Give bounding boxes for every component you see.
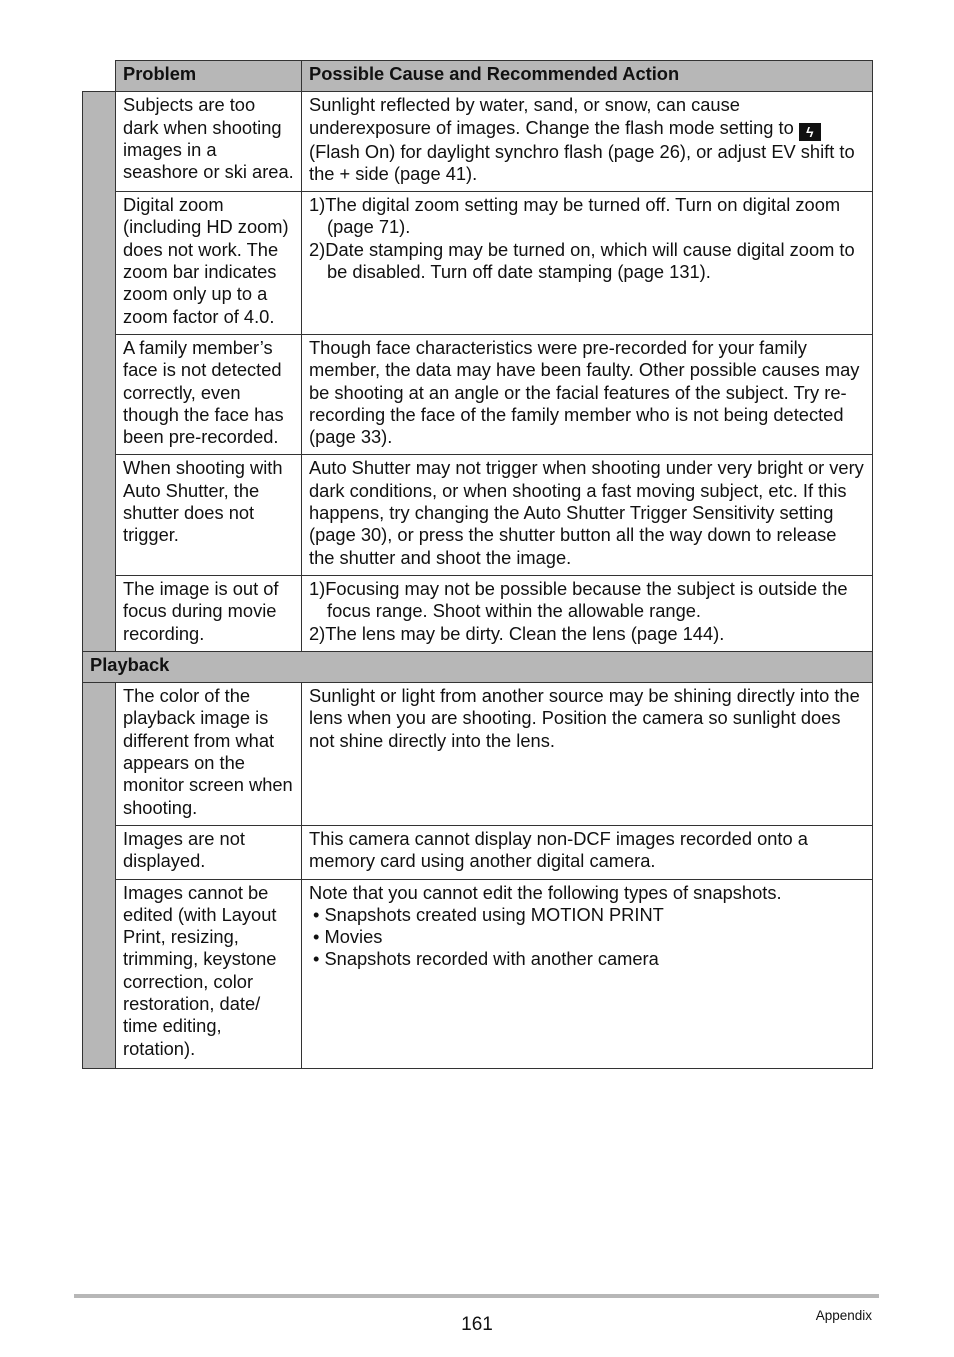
action-cell: This camera cannot display non-DCF images recorded onto a memory card using another digital camera. bbox=[302, 825, 873, 879]
action-text: Note that you cannot edit the following types of snapshots. bbox=[309, 881, 782, 903]
problem-cell: Digital zoom (including HD zoom) does not work. The zoom bar indicates zoom only up to a zoom factor of 4.0. bbox=[116, 192, 302, 335]
table-row bbox=[83, 334, 873, 454]
bullet-item: • Movies bbox=[313, 926, 383, 948]
header-blank-cell bbox=[83, 61, 116, 92]
action-cell: Auto Shutter may not trigger when shooting under very bright or very dark conditions, or when shooting a fast moving subject, etc. If this happens, try changing the Auto Shutter Trigger Sensitivity setting (page 30), or press the shutter button all the way down to release the shutter and shoot the image. bbox=[302, 455, 873, 575]
table-row bbox=[83, 92, 873, 192]
problem-cell: The image is out of focus during movie recording. bbox=[116, 575, 302, 651]
section-row-playback bbox=[83, 651, 873, 682]
action-cell bbox=[302, 192, 873, 335]
action-text: (Flash On) for daylight synchro flash (page 26), or adjust EV shift to the + side (page 41). bbox=[309, 140, 855, 184]
action-cell bbox=[302, 575, 873, 651]
bullet-text: Movies bbox=[324, 926, 383, 948]
table-header-row bbox=[83, 61, 873, 92]
flash-on-icon: ϟ bbox=[799, 123, 821, 141]
bullet-item: • Snapshots recorded with another camera bbox=[313, 948, 659, 970]
footer-divider bbox=[74, 1294, 879, 1298]
category-side-bar bbox=[83, 683, 116, 1069]
table-row bbox=[83, 879, 873, 1068]
action-item: 1)Focusing may not be possible because the subject is outside the focus range. Shoot within the allowable range. bbox=[309, 577, 848, 622]
table-row bbox=[83, 575, 873, 651]
problem-cell: Images cannot be edited (with Layout Print, resizing, trimming, keystone correction, color restoration, date/ time editing, rotation). bbox=[116, 879, 302, 1068]
category-side-bar bbox=[83, 92, 116, 652]
section-title-playback: Playback bbox=[83, 651, 873, 682]
action-item: 1)The digital zoom setting may be turned off. Turn on digital zoom (page 71). bbox=[309, 194, 841, 238]
action-cell bbox=[302, 92, 873, 192]
table-row bbox=[83, 683, 873, 826]
action-text: Sunlight reflected by water, sand, or snow, can cause underexposure of images. Change the flash mode setting to bbox=[309, 94, 799, 138]
table-row bbox=[83, 455, 873, 575]
table-row bbox=[83, 825, 873, 879]
action-item: 2)The lens may be dirty. Clean the lens (page 144). bbox=[309, 622, 725, 644]
problem-cell: Subjects are too dark when shooting images in a seashore or ski area. bbox=[116, 92, 302, 192]
problem-cell: Images are not displayed. bbox=[116, 825, 302, 879]
problem-cell: When shooting with Auto Shutter, the shutter does not trigger. bbox=[116, 455, 302, 575]
table-row bbox=[83, 192, 873, 335]
troubleshooting-table bbox=[82, 60, 873, 1069]
problem-cell: A family member’s face is not detected correctly, even though the face has been pre-recorded. bbox=[116, 334, 302, 454]
header-action: Possible Cause and Recommended Action bbox=[302, 61, 873, 92]
footer-section-label: Appendix bbox=[815, 1308, 872, 1323]
bullet-item: • Snapshots created using MOTION PRINT bbox=[313, 903, 664, 925]
action-cell bbox=[302, 879, 873, 1068]
page-number: 161 bbox=[461, 1314, 493, 1335]
bullet-text: Snapshots recorded with another camera bbox=[324, 948, 659, 970]
action-cell: Sunlight or light from another source may be shining directly into the lens when you are shooting. Position the camera so sunlight does not shine directly into the lens. bbox=[302, 683, 873, 826]
problem-cell: The color of the playback image is different from what appears on the monitor screen when shooting. bbox=[116, 683, 302, 826]
header-problem: Problem bbox=[116, 61, 302, 92]
action-cell: Though face characteristics were pre-recorded for your family member, the data may have been faulty. Other possible causes may be shooting at an angle or the facial features of the subject. Try re-recording the face of the family member who is not being detected (page 33). bbox=[302, 334, 873, 454]
bullet-text: Snapshots created using MOTION PRINT bbox=[324, 903, 664, 925]
action-item: 2)Date stamping may be turned on, which will cause digital zoom to be disabled. Turn off date stamping (page 131). bbox=[309, 238, 855, 283]
